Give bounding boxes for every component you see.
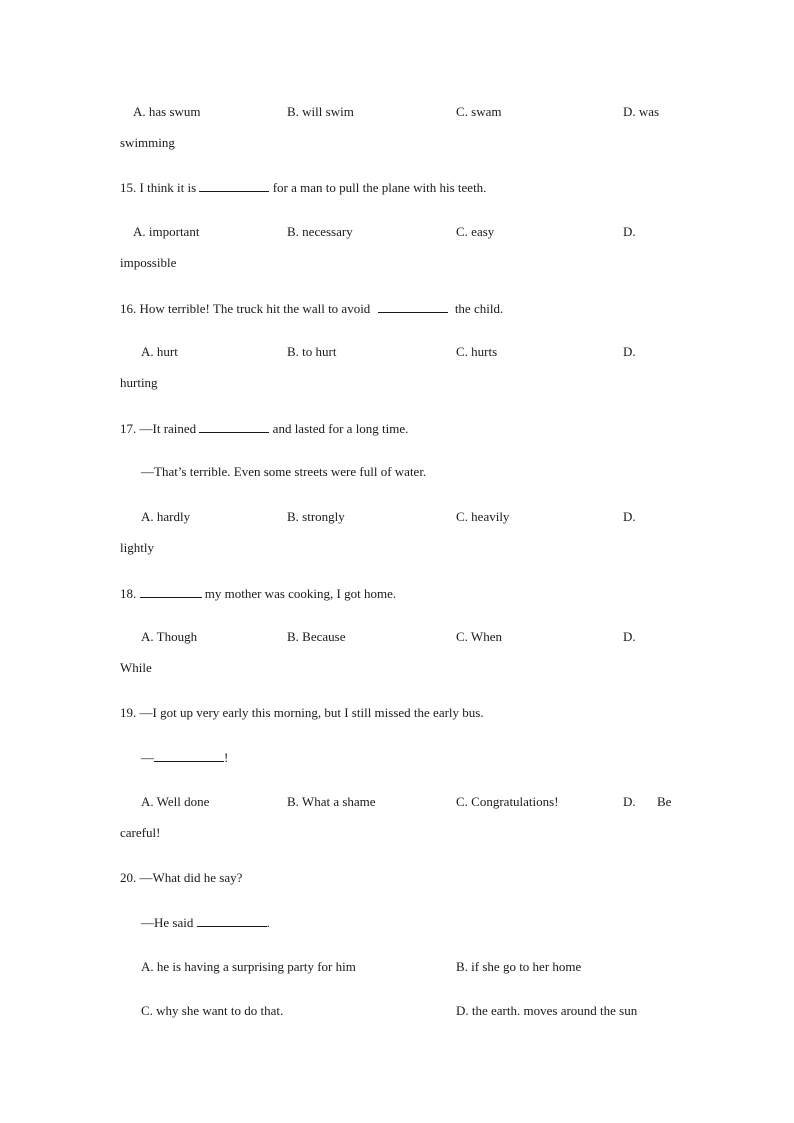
option-d: D. [623, 794, 636, 809]
option-d: D. [623, 344, 636, 359]
option-a: A. Though [141, 629, 198, 644]
answer-blank [378, 300, 448, 313]
option-c: C. When [456, 629, 502, 644]
answer-blank [199, 420, 269, 433]
option-b: B. necessary [287, 224, 353, 239]
option-b: B. to hurt [287, 344, 337, 359]
option-a: A. he is having a surprising party for him [141, 959, 356, 974]
answer-blank [199, 179, 269, 192]
option-d: D. was [623, 104, 660, 119]
option-b: B. if she go to her home [456, 959, 582, 974]
option-d: D. [623, 509, 636, 524]
option-d: D. [623, 224, 636, 239]
answer-blank [140, 585, 202, 598]
option-a: A. Well done [141, 794, 210, 809]
option-a: A. hardly [141, 509, 191, 524]
option-a: A. hurt [141, 344, 178, 359]
option-c: C. heavily [456, 509, 510, 524]
option-c: C. hurts [456, 344, 498, 359]
option-d-wrap: swimming [120, 135, 175, 150]
option-c: C. why she want to do that. [141, 1003, 284, 1018]
option-c: C. easy [456, 224, 495, 239]
option-a: A. has swum [133, 104, 201, 119]
question-18-stem: 18. my mother was cooking, I got home. [120, 586, 397, 601]
question-15-stem: 15. I think it is for a man to pull the plane with his teeth. [120, 180, 487, 195]
question-20-stem: 20. —What did he say? [120, 870, 243, 885]
option-b: B. What a shame [287, 794, 376, 809]
option-b: B. strongly [287, 509, 345, 524]
option-d-wrap: lightly [120, 540, 154, 555]
option-d-wrap: impossible [120, 255, 177, 270]
option-b: B. Because [287, 629, 346, 644]
question-20-reply: —He said . [141, 915, 270, 930]
option-d-wrap: While [120, 660, 152, 675]
option-c: C. swam [456, 104, 502, 119]
question-19-stem: 19. —I got up very early this morning, but I still missed the early bus. [120, 705, 484, 720]
option-a: A. important [133, 224, 200, 239]
option-b: B. will swim [287, 104, 354, 119]
option-d: D. the earth. moves around the sun [456, 1003, 638, 1018]
option-d: D. [623, 629, 636, 644]
option-d-text: Be [657, 794, 672, 809]
option-d-wrap: hurting [120, 375, 158, 390]
question-19-reply: — ! [141, 750, 229, 765]
question-16-stem: 16. How terrible! The truck hit the wall to avoid the child. [120, 301, 504, 316]
answer-blank [154, 749, 224, 762]
question-17-stem: 17. —It rained and lasted for a long time. [120, 421, 409, 436]
option-d-wrap: careful! [120, 825, 161, 840]
option-c: C. Congratulations! [456, 794, 559, 809]
answer-blank [197, 914, 267, 927]
question-17-reply: —That’s terrible. Even some streets were full of water. [141, 464, 427, 479]
